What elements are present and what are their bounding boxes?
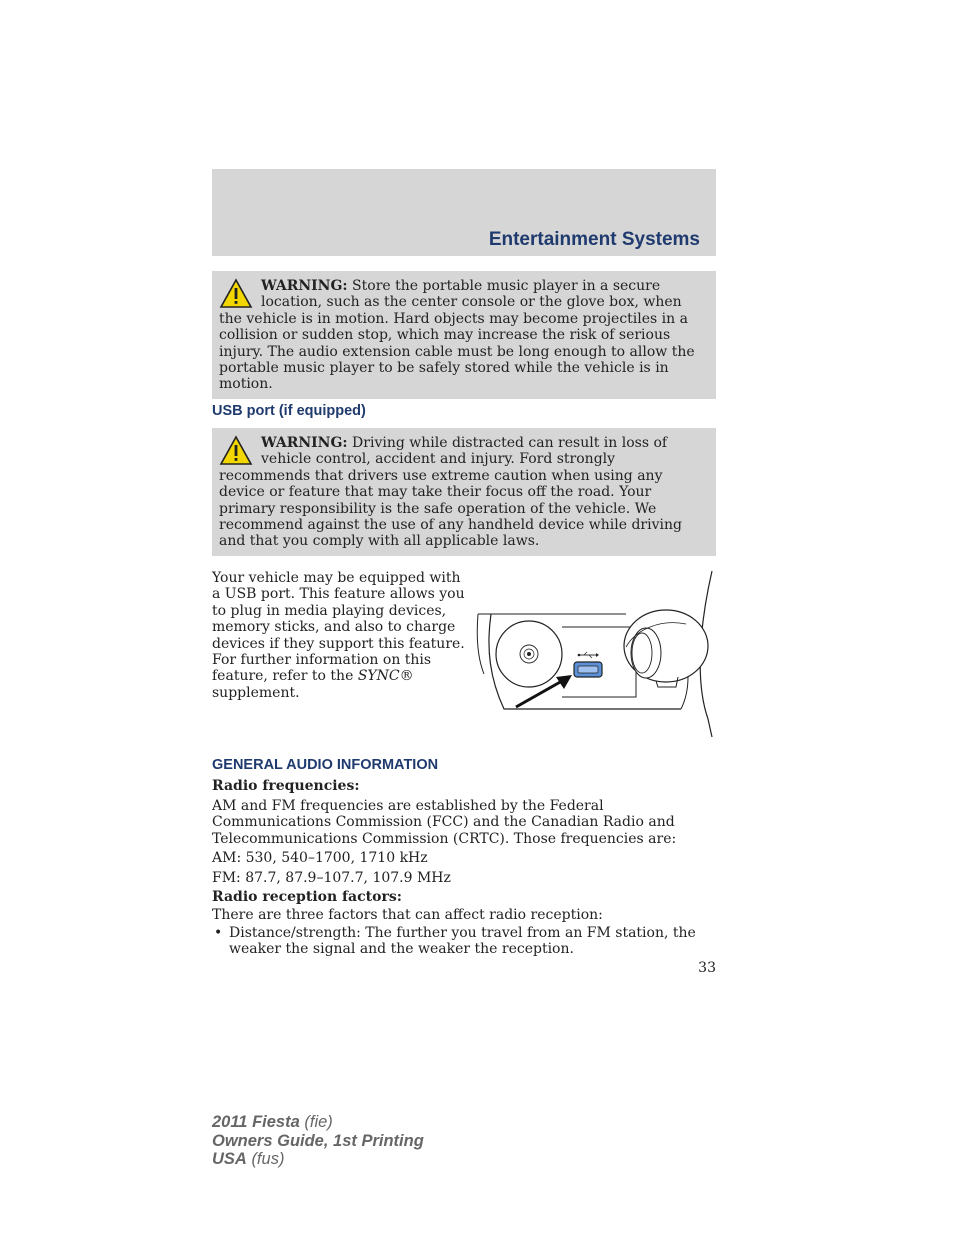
section-title: Entertainment Systems <box>488 229 700 250</box>
reception-factors-text: There are three factors that can affect radio reception: <box>212 907 603 923</box>
radio-frequencies-text: AM and FM frequencies are established by the Federal Communications Commission (FCC) and the Canadian Radio and Telecommunications Commission (CRTC). Those frequencies are: <box>212 798 677 847</box>
footer-line-1: 2011 Fiesta (fie) <box>212 1113 333 1131</box>
warning-triangle-icon <box>219 278 253 310</box>
footer-line-3: USA (fus) <box>212 1150 285 1168</box>
usb-intro-paragraph <box>212 570 470 701</box>
usb-intro-end: supplement. <box>212 684 300 701</box>
reception-factors-label: Radio reception factors: <box>212 889 402 905</box>
usb-port-illustration <box>476 569 716 737</box>
warning-box-distraction <box>212 428 716 556</box>
warning-box-portable-player <box>212 271 716 399</box>
bullet-text: Distance/strength: The further you travel from an FM station, the weaker the signal and the weaker the reception. <box>229 925 696 958</box>
fm-frequencies: FM: 87.7, 87.9–107.7, 107.9 MHz <box>212 870 451 886</box>
am-frequencies: AM: 530, 540–1700, 1710 kHz <box>212 850 428 866</box>
warning-text: Store the portable music player in a secure location, such as the center console or the glove box, when the vehicle is in motion. Hard objects may become projectiles in a collision or sudden stop, which may increase the risk of serious injury. The audio extension cable must be long enough to allow the portable music player to be safely stored while the vehicle is in motion. <box>219 278 695 393</box>
document-footer <box>212 1113 424 1169</box>
warning-triangle-icon <box>219 435 253 467</box>
usb-port-heading: USB port (if equipped) <box>212 403 366 419</box>
bullet-dot: • <box>214 925 223 941</box>
page-number: 33 <box>698 960 716 976</box>
general-audio-heading: GENERAL AUDIO INFORMATION <box>212 757 439 773</box>
warning-text: Driving while distracted can result in loss of vehicle control, accident and injury. Ford strongly recommends that drivers use extreme caution when using any device or feature that may take their focus off the road. Your primary responsibility is the safe operation of the vehicle. We recommend against the use of any handheld device while driving and that you comply with all applicable laws. <box>219 435 682 550</box>
radio-frequencies-label: Radio frequencies: <box>212 778 360 794</box>
list-item <box>212 925 716 958</box>
warning-label: WARNING: <box>261 278 348 294</box>
usb-intro-text: Your vehicle may be equipped with a USB port. This feature allows you to plug in media playing devices, memory sticks, and also to charge devices if they support this feature. For further information on this feature, refer to the <box>212 570 465 685</box>
warning-label: WARNING: <box>261 435 348 451</box>
section-header <box>212 169 716 256</box>
footer-line-2: Owners Guide, 1st Printing <box>212 1131 424 1150</box>
sync-brand-text: SYNC® <box>357 668 414 685</box>
